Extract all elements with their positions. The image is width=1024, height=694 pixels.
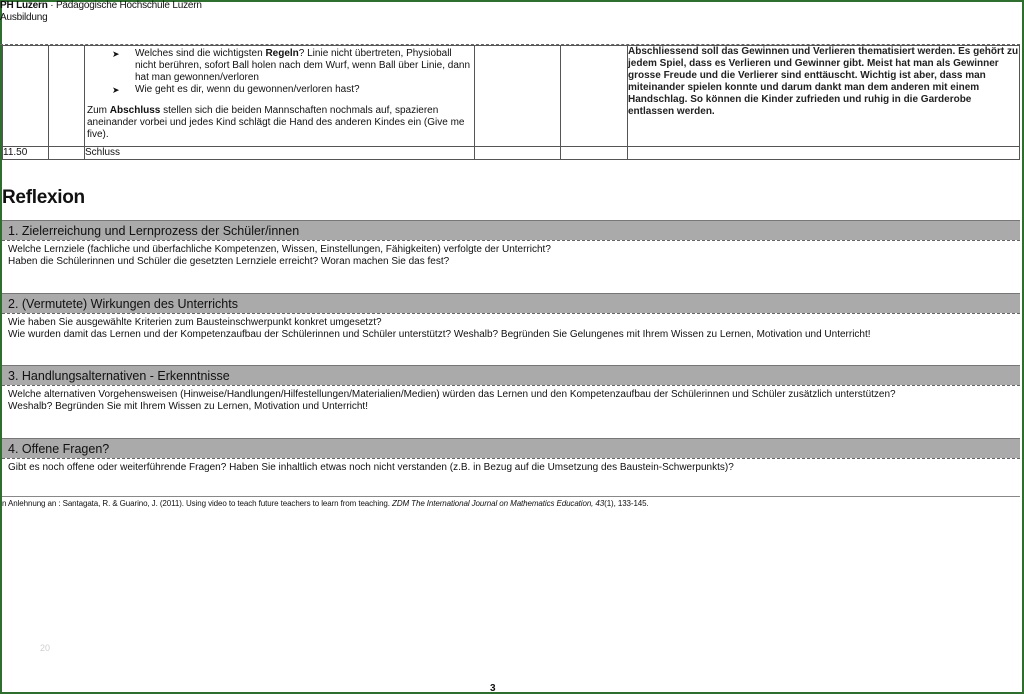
section-heading: 2. (Vermutete) Wirkungen des Unterrichts	[2, 293, 1020, 313]
arrow-bullet-icon: ➤	[112, 49, 120, 59]
header-institution: · Pädagogische Hochschule Luzern	[50, 0, 202, 11]
page-header	[0, 0, 202, 24]
section-heading: 4. Offene Fragen?	[2, 438, 1020, 458]
section-heading: 1. Zielerreichung und Lernprozess der Schüler/innen	[2, 220, 1020, 240]
time-cell	[3, 46, 49, 147]
reflexion-section-2	[2, 293, 1020, 365]
activity-cell: Schluss	[85, 147, 475, 160]
reference-note: n Anlehnung an : Santagata, R. & Guarino, J. (2011). Using video to teach future teachers to learn from teaching. ZDM The International Journal on Mathematics Education, 43(1), 133-145.	[2, 499, 649, 508]
section-body: Welche Lernziele (fachliche und überfachliche Kompetenzen, Wissen, Einstellungen, Fähigkeiten) verfolgte der Unterricht? Haben die Schülerinnen und Schüler die gesetzten Lernziele erreicht? Woran machen Sie das fest?	[2, 240, 1020, 292]
section-body: Wie haben Sie ausgewählte Kriterien zum Bausteinschwerpunkt konkret umgesetzt? Wie wurden damit das Lernen und der Kompetenzaufbau der Schülerinnen und Schüler unterstützt? Weshalb? Begründen Sie Gelungenes mit Ihrem Wissen zu Lernen, Motivation und Unterricht!	[2, 313, 1020, 365]
section-divider	[2, 496, 1020, 497]
section-heading: 3. Handlungsalternativen - Erkenntnisse	[2, 365, 1020, 385]
list-item: ➤ Wie geht es dir, wenn du gewonnen/verloren hast?	[112, 84, 360, 95]
material-cell	[561, 147, 628, 160]
header-department: Ausbildung	[0, 12, 48, 23]
reflexion-section-1	[2, 220, 1020, 292]
section-body: Welche alternativen Vorgehensweisen (Hinweise/Handlungen/Hilfestellungen/Materialien/Medien) würden das Lernen und den Kompetenzaufbau der Schülerinnen und Schüler zusätzlich unterstützen? Weshalb? Begründen Sie mit Ihrem Wissen zu Lernen, Motivation und Unterricht!	[2, 385, 1020, 438]
lesson-plan-table	[2, 45, 1020, 160]
reflexion-section-3	[2, 365, 1020, 438]
list-item: ➤ Welches sind die wichtigsten Regeln? Linie nicht übertreten, Physioball nicht berühren, sofort Ball holen nach dem Wurf, wenn Ball über Linie, dann hat man gewonnen/verloren	[112, 48, 471, 83]
comment-cell	[628, 147, 1020, 160]
table-row	[3, 46, 1020, 147]
table-row	[3, 147, 1020, 160]
duration-cell	[49, 147, 85, 160]
reflexion-section-4	[2, 438, 1020, 497]
section-body: Gibt es noch offene oder weiterführende Fragen? Haben Sie inhaltlich etwas noch nicht verstanden (z.B. in Bezug auf die Umsetzung des Baustein-Schwerpunkts)?	[2, 458, 1020, 496]
activity-cell	[85, 46, 475, 147]
form-cell	[475, 147, 561, 160]
arrow-bullet-icon: ➤	[112, 85, 120, 95]
page-number: 3	[490, 683, 496, 694]
form-cell	[475, 46, 561, 147]
reflexion-title: Reflexion	[2, 187, 85, 208]
faint-page-number: 20	[40, 643, 51, 653]
material-cell	[561, 46, 628, 147]
header-org: PH Luzern	[0, 0, 48, 11]
closing-paragraph: Zum Abschluss stellen sich die beiden Mannschaften nochmals auf, spazieren aneinander vorbei und jedes Kind schlägt die Hand des anderen Kindes ein (Give me five).	[87, 105, 465, 140]
time-cell: 11.50	[3, 147, 49, 160]
duration-cell	[49, 46, 85, 147]
comment-cell: Abschliessend soll das Gewinnen und Verlieren thematisiert werden. Es gehört zu jedem Spiel, dass es Verlieren und Gewinner gibt. Meist hat man als Gewinner grosse Freude und die Verlierer sind enttäuscht. Wichtig ist aber, dass man miteinander spielen konnte und darum dankt man dem anderen mit einem Handschlag. So können die Kinder zufrieden und ruhig in die Garderobe entlassen werden.	[628, 46, 1020, 147]
